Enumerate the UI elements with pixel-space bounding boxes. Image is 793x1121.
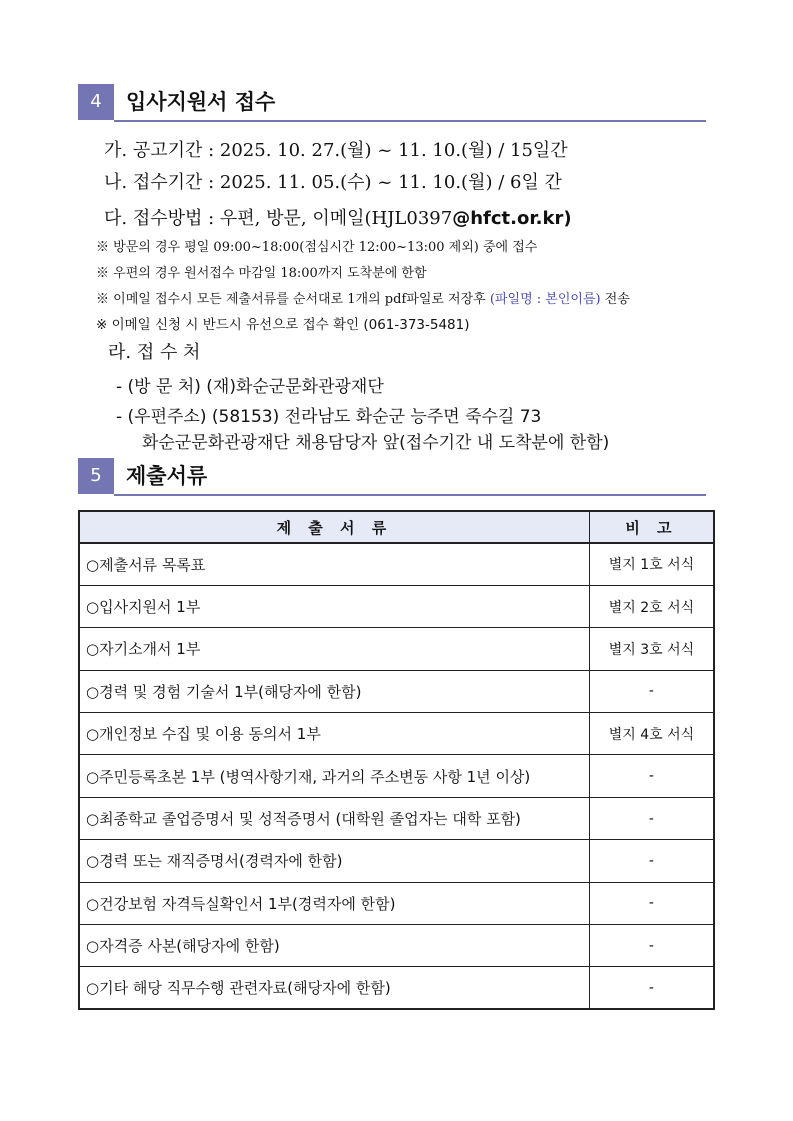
table-header-row xyxy=(79,511,714,543)
table-row xyxy=(79,840,714,882)
receiver-post-detail: 화순군문화관광재단 채용담당자 앞(접수기간 내 도착분에 한함) xyxy=(142,433,610,453)
table-row xyxy=(79,882,714,924)
receive-method-email: @hfct.or.kr) xyxy=(452,208,572,229)
remark-cell: - xyxy=(589,797,714,839)
notice-period: 가. 공고기간 : 2025. 10. 27.(월) ~ 11. 10.(월) / 15일간 xyxy=(104,140,568,161)
receiver-post: - (우편주소) (58153) 전라남도 화순군 능주면 죽수길 73 xyxy=(116,407,542,427)
remark-cell: 별지 3호 서식 xyxy=(589,628,714,670)
remark-cell: 별지 1호 서식 xyxy=(589,543,714,585)
document-cell: ○개인정보 수집 및 이용 동의서 1부 xyxy=(79,713,589,755)
remark-cell: - xyxy=(589,755,714,797)
section-number-badge: 5 xyxy=(78,458,114,494)
document-cell: ○기타 해당 직무수행 관련자료(해당자에 한함) xyxy=(79,967,589,1009)
note-email-pdf-text: ※ 이메일 접수시 모든 제출서류를 순서대로 1개의 pdf파일로 저장후 xyxy=(96,292,490,307)
document-cell: ○입사지원서 1부 xyxy=(79,585,589,627)
document-cell: ○경력 및 경험 기술서 1부(해당자에 한함) xyxy=(79,670,589,712)
document-cell: ○건강보험 자격득실확인서 1부(경력자에 한함) xyxy=(79,882,589,924)
section-5-heading xyxy=(78,458,706,498)
table-row xyxy=(79,967,714,1009)
document-cell: ○자격증 사본(해당자에 한함) xyxy=(79,925,589,967)
document-cell: ○최종학교 졸업증명서 및 성적증명서 (대학원 졸업자는 대학 포함) xyxy=(79,797,589,839)
table-row xyxy=(79,797,714,839)
receiver-label: 라. 접 수 처 xyxy=(108,342,201,363)
header-remarks: 비 고 xyxy=(589,511,714,543)
note-email-confirm: ※ 이메일 신청 시 반드시 유선으로 접수 확인 (061-373-5481) xyxy=(96,317,470,333)
remark-cell: - xyxy=(589,840,714,882)
section-divider xyxy=(114,120,706,122)
receive-method-text: 다. 접수방법 : 우편, 방문, 이메일(HJL0397 xyxy=(104,208,453,229)
note-visit: ※ 방문의 경우 평일 09:00~18:00(점심시간 12:00~13:00 제외) 중에 접수 xyxy=(96,240,538,255)
table-row xyxy=(79,628,714,670)
note-email-pdf xyxy=(96,288,630,307)
section-title: 입사지원서 접수 xyxy=(126,90,276,114)
table-row xyxy=(79,713,714,755)
remark-cell: - xyxy=(589,670,714,712)
remark-cell: - xyxy=(589,882,714,924)
document-cell: ○경력 또는 재직증명서(경력자에 한함) xyxy=(79,840,589,882)
table-row xyxy=(79,755,714,797)
section-4-heading xyxy=(78,84,706,124)
remark-cell: 별지 2호 서식 xyxy=(589,585,714,627)
table-row xyxy=(79,925,714,967)
document-cell: ○제출서류 목록표 xyxy=(79,543,589,585)
documents-table xyxy=(78,510,715,1010)
section-title: 제출서류 xyxy=(126,464,208,488)
remark-cell: - xyxy=(589,925,714,967)
note-email-pdf-suffix: 전송 xyxy=(600,292,630,307)
header-documents: 제 출 서 류 xyxy=(79,511,589,543)
document-cell: ○자기소개서 1부 xyxy=(79,628,589,670)
receiver-visit: - (방 문 처) (재)화순군문화관광재단 xyxy=(116,377,384,397)
document-cell: ○주민등록초본 1부 (병역사항기재, 과거의 주소변동 사항 1년 이상) xyxy=(79,755,589,797)
note-post: ※ 우편의 경우 원서접수 마감일 18:00까지 도착분에 한함 xyxy=(96,266,427,281)
table-row xyxy=(79,670,714,712)
receive-period: 나. 접수기간 : 2025. 11. 05.(수) ~ 11. 10.(월) / 6일 간 xyxy=(104,172,562,193)
note-email-filename: (파일명 : 본인이름) xyxy=(489,292,601,307)
remark-cell: - xyxy=(589,967,714,1009)
section-number-badge: 4 xyxy=(78,84,114,120)
remark-cell: 별지 4호 서식 xyxy=(589,713,714,755)
table-row xyxy=(79,585,714,627)
section-divider xyxy=(114,494,706,496)
receive-method xyxy=(104,204,572,230)
table-row xyxy=(79,543,714,585)
